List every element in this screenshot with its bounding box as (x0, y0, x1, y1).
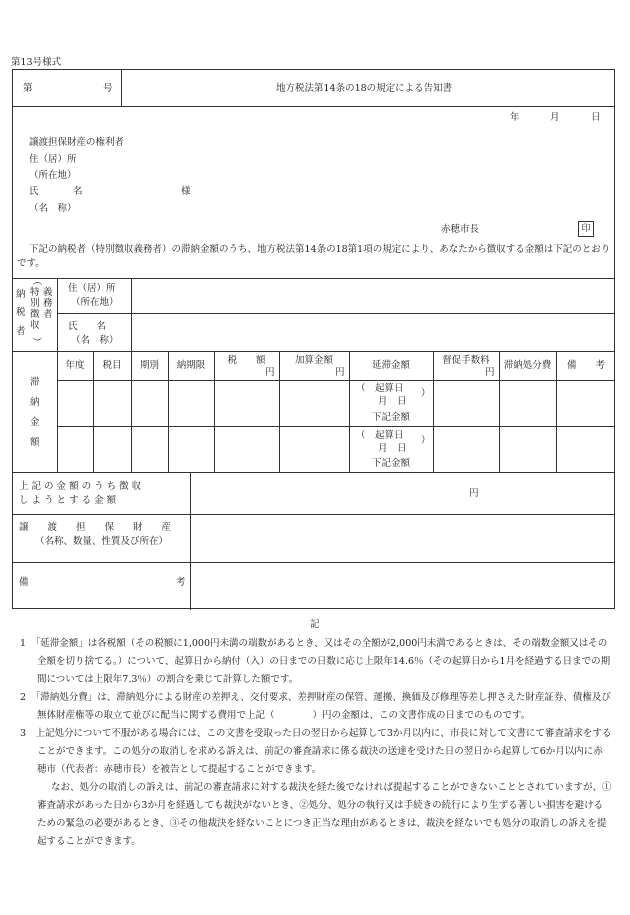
taxpayer-sub-label: 義 (43, 287, 53, 298)
taxpayer-address-label: 住（居）所 (68, 283, 116, 294)
taxpayer-sub-label: 収 (30, 320, 40, 331)
unit-yen: 円 (469, 488, 479, 499)
date-year: 年 (510, 112, 520, 123)
divider (190, 472, 191, 610)
divider (57, 313, 614, 314)
arrears-side-label: 金 (30, 417, 40, 428)
column-header: 期別 (139, 360, 159, 371)
note-item: なお、処分の取消しの訴えは、前記の審査請求に対する裁決を経た後でなければ提起することができないこととされていますが、①審査請求があった日から3か月を経過しても裁決がないとき、②処分、処分の執行又は手続きの続行により生ずる著しい損害を避けるための緊急の必要があるとき、③その他裁決を経ないことにつき正当な理由があるときは、裁決を経ないでも処分の取消しの訴えを提起することができます。 (37, 782, 612, 847)
column-header: 税 額 (227, 355, 266, 366)
addressee-address-label: 住（居）所 (29, 154, 77, 165)
column-header: 加算金額 (294, 355, 333, 366)
taxpayer-sub-label: 徴 (30, 309, 40, 320)
divider (13, 106, 614, 107)
taxpayer-name-label: 氏 名 (68, 321, 107, 332)
divider (57, 426, 614, 427)
divider (13, 351, 614, 352)
addressee-title-label: （名 称） (29, 203, 77, 214)
paren: ） (30, 336, 42, 347)
taxpayer-location-label: （所在地） (71, 297, 119, 308)
collect-amount-label: 上 記 の 金 額 の う ち 徴 収 (19, 481, 142, 492)
unit-yen: 円 (485, 367, 495, 378)
column-header: 滞納処分費 (503, 360, 552, 371)
paren: ） (421, 388, 431, 399)
paren: ） (421, 435, 431, 446)
issuer-name: 赤穂市長 (441, 224, 480, 235)
taxpayer-sub-label: 者 (43, 309, 53, 320)
seal-stamp: 印 (578, 221, 594, 237)
start-date-month-day: 月 日 (378, 443, 407, 454)
divider (13, 562, 614, 563)
remarks-label: 考 (176, 577, 186, 588)
notice-form (12, 69, 615, 609)
taxpayer-side-label: 者 (16, 326, 26, 337)
amount-below-label: 下記金額 (372, 412, 411, 423)
divider (121, 70, 122, 106)
divider (279, 351, 280, 472)
addressee-heading: 譲渡担保財産の権利者 (29, 137, 125, 148)
column-header: 税目 (102, 360, 122, 371)
divider (57, 278, 58, 472)
amount-below-label: 下記金額 (372, 458, 411, 469)
note-item: 2 「滞納処分費」は、滞納処分による財産の差押え、交付要求、差押財産の保管、運搬、換価及び修理等差し押さえた財産証券、債権及び無体財産権等の取立て並びに配当に関する費用で上記（ ）円の金額は、この文書作成の日までのものです。 (20, 692, 611, 721)
taxpayer-title-label: （名 称） (71, 335, 119, 346)
unit-yen: 円 (265, 367, 275, 378)
note-item: 1 「延滞金額」は各税額（その税額に1,000円未満の端数があるとき、又はその全額が2,000円未満であるときは、その端数金額又はその全額を切り捨てる。）について、起算日から納付（入）の日までの日数に応じ上限年14.6％（その起算日から1月を経過する日までの期間については上限年7.3％）の割合を乗じて計算した額です。 (20, 638, 611, 685)
document-title: 地方税法第14条の18の規定による告知書 (276, 83, 453, 94)
collect-amount-label: し よ う と す る 金 額 (19, 495, 117, 506)
date-month: 月 (550, 112, 560, 123)
divider (433, 351, 434, 472)
taxpayer-side-label: 税 (16, 307, 26, 318)
start-date-label: （ 起算日 (356, 430, 404, 441)
form-number: 第13号様式 (11, 57, 62, 68)
start-date-label: （ 起算日 (356, 383, 404, 394)
unit-yen: 円 (335, 367, 345, 378)
property-label: 譲 渡 担 保 財 産 (19, 522, 172, 533)
column-header: 督促手数料 (442, 355, 490, 366)
divider (13, 278, 614, 279)
addressee-name-label: 氏 (29, 186, 39, 197)
intro-text: 下記の納税者（特別徴収義務者）の滞納金額のうち、地方税法第14条の18第1項の規定により、あなたから徴収する金額は下記のとおりです。 (17, 244, 611, 269)
divider (13, 514, 614, 515)
arrears-side-label: 滞 (30, 377, 40, 388)
remarks-label: 備 (19, 577, 29, 588)
column-header: 年度 (65, 360, 85, 371)
taxpayer-sub-label: 別 (30, 298, 40, 309)
taxpayer-side-label: 納 (16, 289, 26, 300)
column-header: 延滞金額 (371, 360, 410, 371)
paren: （ (30, 275, 42, 286)
column-header: 備 考 (566, 360, 605, 371)
note-item: 3 上記処分について不服がある場合には、この文書を受取った日の翌日から起算して3か月以内に、市長に対して文書にて審査請求をすることができます。この処分の取消しを求める訴えは、前記の審査請求に係る裁決の送達を受けた日の翌日から起算して6か月以内に赤穂市（代表者：赤穂市長）を被告として提起することができます。 (20, 728, 612, 775)
column-header: 納期限 (176, 360, 206, 371)
notes-list (20, 635, 612, 851)
notes-title: 記 (310, 619, 320, 630)
addressee-name-label: 名 (73, 186, 83, 197)
divider (57, 380, 614, 381)
number-label: 第 (23, 83, 33, 94)
divider (13, 472, 614, 473)
arrears-side-label: 納 (30, 397, 40, 408)
property-sub-label: （名称、数量、性質及び所在） (35, 536, 169, 547)
taxpayer-sub-label: 特 (30, 287, 40, 298)
divider (131, 278, 132, 351)
arrears-side-label: 額 (30, 437, 40, 448)
addressee-location-label: （所在地） (29, 170, 77, 181)
taxpayer-sub-label: 務 (43, 298, 53, 309)
number-label: 号 (103, 83, 113, 94)
divider (214, 351, 215, 472)
start-date-month-day: 月 日 (378, 396, 407, 407)
date-day: 日 (591, 112, 601, 123)
honorific: 様 (181, 186, 191, 197)
